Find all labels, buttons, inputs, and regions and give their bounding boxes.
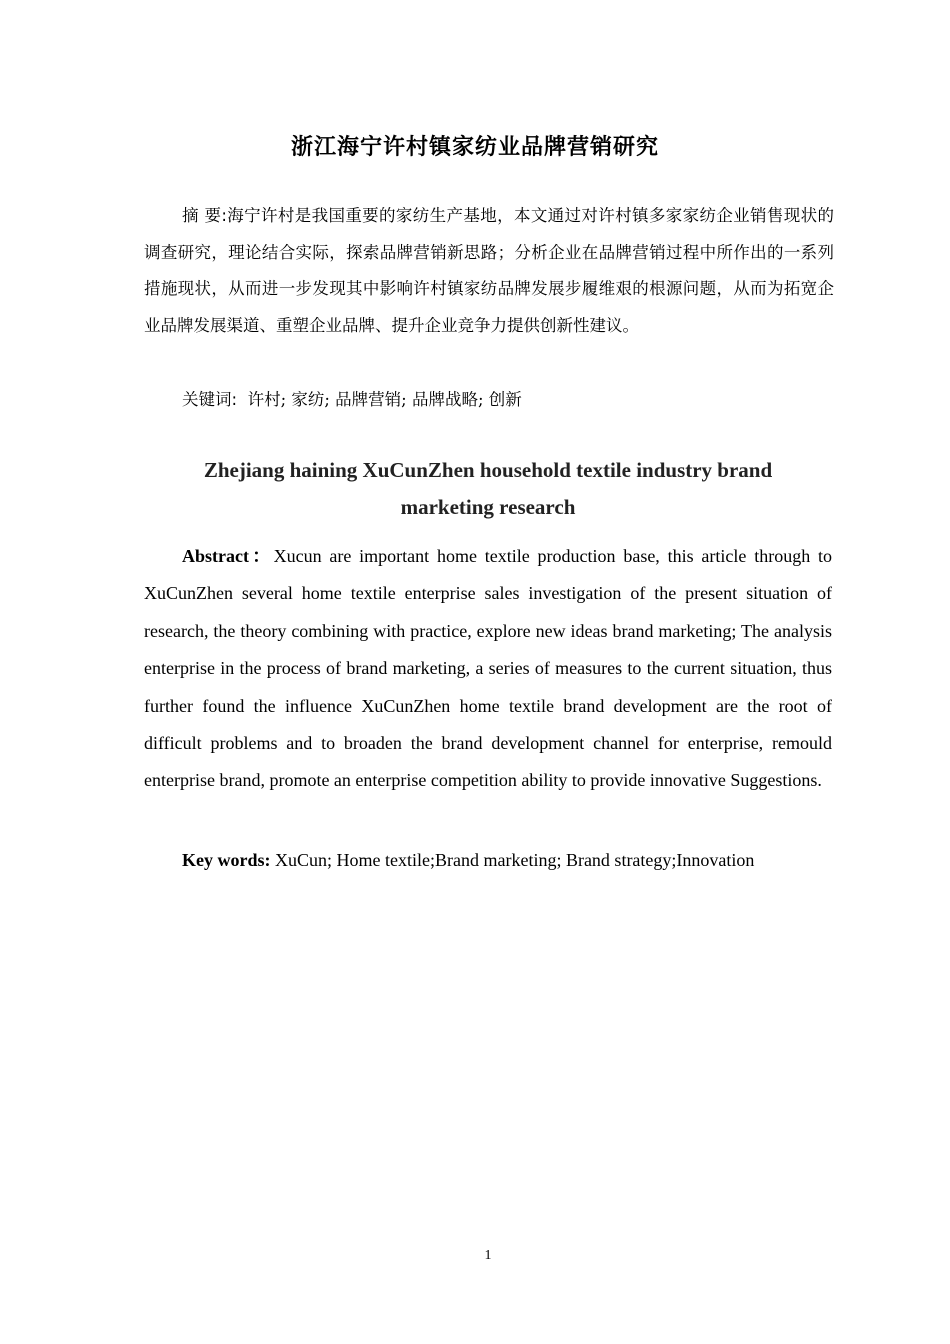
chinese-title: 浙江海宁许村镇家纺业品牌营销研究 [290, 135, 659, 160]
english-keywords [144, 842, 832, 879]
english-title-line1: Zhejiang haining XuCunZhen household textile industry brand [203, 458, 773, 482]
chinese-abstract-text: 海宁许村是我国重要的家纺生产基地，本文通过对许村镇多家家纺企业销售现状的调查研究，理论结合实际，探索品牌营销新思路；分析企业在品牌营销过程中所作出的一系列措施现状，从而进一步发现其中影响许村镇家纺品牌发展步履维艰的根源问题，从而为拓宽企业品牌发展渠道、重塑企业品牌、提升企业竞争力提供创新性建议。 [144, 206, 835, 335]
english-abstract-text: Xucun are important home textile production base, this article through to XuCunZhen several home textile enterprise sales investigation of the present situation of research, the theory combining with practice, explore new ideas brand marketing; The analysis enterprise in the process of brand marketing, a series of measures to the current situation, thus further found the influence XuCunZhen home textile brand development are the root of difficult problems and to broaden the brand development channel for enterprise, remould enterprise brand, promote an enterprise competition ability to provide innovative Suggestions. [144, 546, 832, 791]
chinese-abstract [144, 198, 834, 344]
english-abstract [144, 538, 832, 800]
chinese-abstract-label: 摘 要: [182, 206, 227, 225]
chinese-keywords-text: 许村; 家纺; 品牌营销; 品牌战略; 创新 [247, 390, 522, 409]
english-keywords-text: XuCun; Home textile;Brand marketing; Brand strategy;Innovation [275, 850, 755, 870]
english-title-line2: marketing research [400, 495, 576, 519]
english-title [0, 452, 950, 526]
chinese-keywords-label: 关键词: [182, 390, 238, 409]
chinese-keywords [144, 382, 834, 419]
page-number: 1 [484, 1248, 492, 1263]
english-keywords-label: Key words: [182, 850, 271, 870]
english-abstract-label: Abstract： [182, 546, 274, 566]
